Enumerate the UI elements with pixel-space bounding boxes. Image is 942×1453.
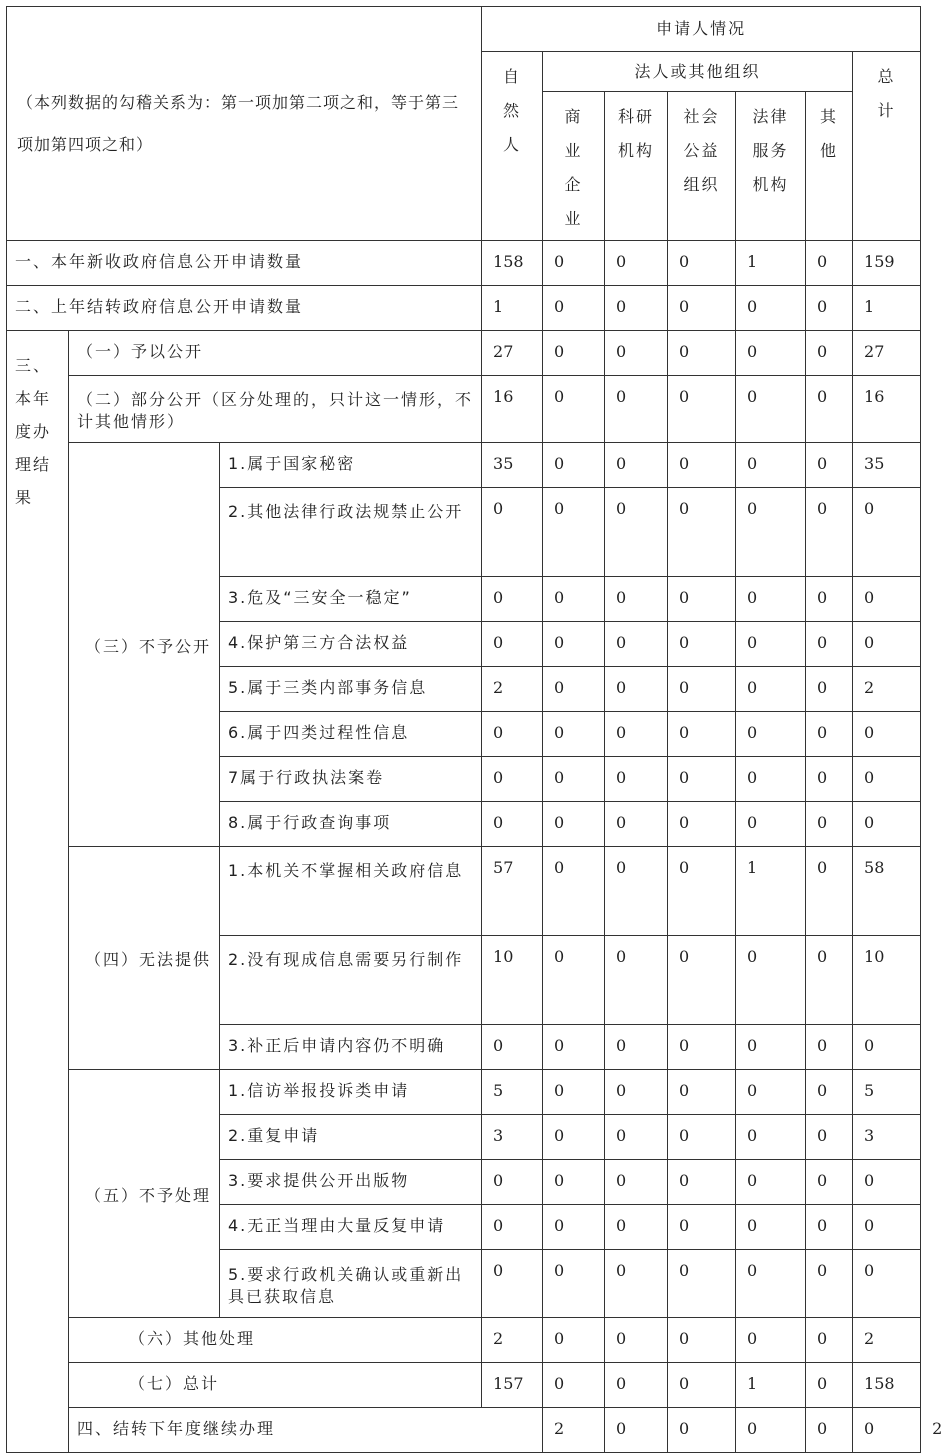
value-cell: 0	[806, 577, 853, 622]
value-cell: 0	[668, 712, 736, 757]
value-cell: 0	[806, 376, 853, 443]
value-cell: 0	[806, 757, 853, 802]
value-cell: 35	[853, 443, 921, 488]
row-label: （二）部分公开（区分处理的，只计这一情形，不计其他情形）	[69, 376, 482, 443]
value-cell: 0	[543, 802, 605, 847]
value-cell: 0	[668, 1115, 736, 1160]
value-cell: 0	[543, 1160, 605, 1205]
value-cell: 27	[482, 331, 543, 376]
value-cell: 0	[543, 1025, 605, 1070]
item-label: 2.其他法律行政法规禁止公开	[220, 488, 482, 577]
value-cell: 0	[736, 443, 806, 488]
value-cell: 0	[605, 712, 668, 757]
value-cell: 0	[853, 622, 921, 667]
value-cell: 0	[806, 1250, 853, 1318]
value-cell: 0	[853, 757, 921, 802]
value-cell: 0	[543, 622, 605, 667]
row-not-disclosed-item	[7, 443, 921, 488]
value-cell: 58	[853, 847, 921, 936]
value-cell: 0	[543, 1250, 605, 1318]
value-cell: 0	[736, 757, 806, 802]
value-cell: 0	[736, 577, 806, 622]
value-cell: 0	[482, 577, 543, 622]
row-label: （六）其他处理	[69, 1318, 482, 1363]
value-cell: 0	[605, 1025, 668, 1070]
value-cell: 0	[736, 622, 806, 667]
item-label: 1.属于国家秘密	[220, 443, 482, 488]
value-cell: 0	[736, 1408, 806, 1453]
row-new-requests	[7, 241, 921, 286]
value-cell: 0	[482, 757, 543, 802]
col-business: 商业企业	[543, 92, 605, 241]
section3-label: 三、本年度办理结果	[7, 331, 69, 1453]
row-label: （七）总计	[69, 1363, 482, 1408]
item-label: 5.属于三类内部事务信息	[220, 667, 482, 712]
value-cell: 1	[736, 847, 806, 936]
value-cell: 0	[668, 376, 736, 443]
value-cell: 158	[853, 1363, 921, 1408]
value-cell: 0	[668, 1025, 736, 1070]
value-cell: 159	[853, 241, 921, 286]
col-total: 总计	[853, 52, 921, 241]
value-cell: 0	[605, 847, 668, 936]
col-research: 科研机构	[605, 92, 668, 241]
value-cell: 0	[736, 667, 806, 712]
item-label: 2.重复申请	[220, 1115, 482, 1160]
value-cell: 0	[482, 1250, 543, 1318]
col-other: 其他	[806, 92, 853, 241]
value-cell: 0	[605, 376, 668, 443]
value-cell: 0	[482, 1025, 543, 1070]
value-cell: 0	[668, 286, 736, 331]
value-cell: 0	[605, 757, 668, 802]
value-cell: 0	[806, 1318, 853, 1363]
value-cell: 0	[806, 1205, 853, 1250]
item-label: 5.要求行政机关确认或重新出具已获取信息	[220, 1250, 482, 1318]
value-cell: 0	[736, 376, 806, 443]
row-label: 一、本年新收政府信息公开申请数量	[7, 241, 482, 286]
value-cell: 2	[853, 667, 921, 712]
value-cell: 0	[605, 1318, 668, 1363]
row-carry-forward: 四、结转下年度继续办理 2 0 0 0 0 0 2	[7, 1408, 921, 1453]
value-cell: 0	[482, 1160, 543, 1205]
value-cell: 16	[482, 376, 543, 443]
value-cell: 0	[482, 1205, 543, 1250]
item-label: 3.补正后申请内容仍不明确	[220, 1025, 482, 1070]
value-cell: 1	[482, 286, 543, 331]
value-cell: 0	[605, 802, 668, 847]
value-cell: 0	[736, 802, 806, 847]
value-cell: 0	[482, 488, 543, 577]
value-cell: 0	[806, 622, 853, 667]
value-cell: 5	[853, 1070, 921, 1115]
value-cell: 0	[853, 1025, 921, 1070]
header-note: （本列数据的勾稽关系为：第一项加第二项之和，等于第三项加第四项之和）	[7, 7, 482, 241]
value-cell: 0	[668, 1363, 736, 1408]
value-cell: 0	[668, 847, 736, 936]
col-public-welfare: 社会公益组织	[668, 92, 736, 241]
value-cell: 0	[668, 802, 736, 847]
value-cell: 0	[668, 241, 736, 286]
row-section-total	[7, 1363, 921, 1408]
col-legal-services: 法律服务机构	[736, 92, 806, 241]
value-cell: 0	[806, 443, 853, 488]
value-cell: 0	[668, 1070, 736, 1115]
value-cell: 35	[482, 443, 543, 488]
value-cell: 0	[543, 712, 605, 757]
value-cell: 0	[736, 1160, 806, 1205]
item-label: 1.本机关不掌握相关政府信息	[220, 847, 482, 936]
value-cell: 0	[736, 1025, 806, 1070]
value-cell: 0	[806, 1363, 853, 1408]
value-cell: 0	[806, 488, 853, 577]
value-cell: 0	[806, 331, 853, 376]
value-cell: 0	[543, 757, 605, 802]
value-cell: 0	[543, 1205, 605, 1250]
value-cell: 0	[736, 1250, 806, 1318]
value-cell: 0	[482, 802, 543, 847]
value-cell: 0	[543, 667, 605, 712]
value-cell: 2	[853, 1318, 921, 1363]
value-cell: 158	[482, 241, 543, 286]
row-label: （一）予以公开	[69, 331, 482, 376]
value-cell: 0	[543, 1318, 605, 1363]
value-cell: 0	[853, 802, 921, 847]
value-cell: 0	[806, 286, 853, 331]
value-cell: 0	[736, 1205, 806, 1250]
value-cell: 0	[736, 286, 806, 331]
value-cell: 0	[806, 1070, 853, 1115]
value-cell: 0	[668, 331, 736, 376]
value-cell: 157	[482, 1363, 543, 1408]
value-cell: 57	[482, 847, 543, 936]
value-cell: 0	[853, 488, 921, 577]
value-cell: 0	[543, 376, 605, 443]
value-cell: 0	[736, 488, 806, 577]
value-cell: 0	[806, 802, 853, 847]
value-cell: 16	[853, 376, 921, 443]
value-cell: 0	[668, 1205, 736, 1250]
value-cell: 0	[806, 241, 853, 286]
value-cell: 0	[543, 577, 605, 622]
item-label: 1.信访举报投诉类申请	[220, 1070, 482, 1115]
value-cell: 3	[853, 1115, 921, 1160]
row-cannot-provide-item	[7, 847, 921, 936]
value-cell: 0	[853, 577, 921, 622]
value-cell: 0	[736, 712, 806, 757]
value-cell: 10	[482, 936, 543, 1025]
item-label: 3.要求提供公开出版物	[220, 1160, 482, 1205]
value-cell: 0	[605, 1160, 668, 1205]
value-cell: 0	[668, 622, 736, 667]
item-label: 2.没有现成信息需要另行制作	[220, 936, 482, 1025]
value-cell: 0	[806, 1115, 853, 1160]
value-cell: 10	[853, 936, 921, 1025]
value-cell: 0	[543, 443, 605, 488]
value-cell: 5	[482, 1070, 543, 1115]
value-cell: 0	[605, 1408, 668, 1453]
group-not-processed: （五）不予处理	[69, 1070, 220, 1318]
row-label: 二、上年结转政府信息公开申请数量	[7, 286, 482, 331]
value-cell: 3	[482, 1115, 543, 1160]
value-cell: 0	[668, 1250, 736, 1318]
applicant-situation-header: 申请人情况	[482, 7, 921, 52]
value-cell: 1	[853, 286, 921, 331]
row-carried-over	[7, 286, 921, 331]
gov-info-disclosure-table	[6, 6, 942, 1453]
value-cell: 0	[482, 622, 543, 667]
value-cell: 0	[668, 488, 736, 577]
value-cell: 0	[736, 1115, 806, 1160]
value-cell: 0	[605, 286, 668, 331]
value-cell: 0	[668, 1408, 736, 1453]
value-cell: 0	[853, 1250, 921, 1318]
value-cell: 2	[482, 667, 543, 712]
value-cell: 0	[605, 1205, 668, 1250]
value-cell: 0	[605, 488, 668, 577]
legal-group-header: 法人或其他组织	[543, 52, 853, 92]
value-cell: 0	[668, 936, 736, 1025]
value-cell: 0	[605, 1363, 668, 1408]
item-label: 3.危及“三安全一稳定”	[220, 577, 482, 622]
value-cell: 0	[605, 667, 668, 712]
group-not-disclosed: （三）不予公开	[69, 443, 220, 847]
value-cell: 2	[482, 1318, 543, 1363]
value-cell: 0	[806, 667, 853, 712]
value-cell: 0	[605, 331, 668, 376]
value-cell: 0	[543, 488, 605, 577]
value-cell: 0	[853, 1408, 921, 1453]
value-cell: 0	[668, 443, 736, 488]
item-label: 4.保护第三方合法权益	[220, 622, 482, 667]
value-cell: 0	[605, 577, 668, 622]
value-cell: 0	[806, 1160, 853, 1205]
group-cannot-provide: （四）无法提供	[69, 847, 220, 1070]
value-cell: 1	[736, 1363, 806, 1408]
value-cell: 0	[853, 712, 921, 757]
value-cell: 0	[543, 331, 605, 376]
value-cell: 27	[853, 331, 921, 376]
value-cell: 0	[543, 1070, 605, 1115]
value-cell: 0	[668, 1160, 736, 1205]
value-cell: 0	[806, 1408, 853, 1453]
value-cell: 0	[668, 577, 736, 622]
value-cell: 0	[605, 1250, 668, 1318]
item-label: 7属于行政执法案卷	[220, 757, 482, 802]
value-cell: 0	[543, 936, 605, 1025]
row-not-processed-item	[7, 1070, 921, 1115]
value-cell: 0	[605, 443, 668, 488]
value-cell: 0	[605, 1115, 668, 1160]
item-label: 8.属于行政查询事项	[220, 802, 482, 847]
value-cell: 0	[736, 936, 806, 1025]
item-label: 4.无正当理由大量反复申请	[220, 1205, 482, 1250]
value-cell: 0	[736, 331, 806, 376]
value-cell: 0	[806, 936, 853, 1025]
value-cell: 2	[543, 1408, 605, 1453]
value-cell: 0	[853, 1160, 921, 1205]
value-cell: 0	[482, 712, 543, 757]
value-cell: 0	[543, 847, 605, 936]
row-other-handling	[7, 1318, 921, 1363]
value-cell: 0	[543, 241, 605, 286]
value-cell: 0	[543, 286, 605, 331]
value-cell: 0	[806, 847, 853, 936]
row-partially-disclosed	[7, 376, 921, 443]
item-label: 6.属于四类过程性信息	[220, 712, 482, 757]
row-label: 四、结转下年度继续办理	[69, 1408, 543, 1453]
col-natural-person: 自然人	[482, 52, 543, 241]
value-cell: 0	[806, 712, 853, 757]
value-cell: 1	[736, 241, 806, 286]
value-cell: 0	[668, 1318, 736, 1363]
value-cell: 0	[668, 757, 736, 802]
value-cell: 0	[543, 1115, 605, 1160]
row-disclosed	[7, 331, 921, 376]
value-cell: 0	[806, 1025, 853, 1070]
value-cell: 0	[668, 667, 736, 712]
value-cell: 0	[605, 622, 668, 667]
value-cell: 0	[736, 1070, 806, 1115]
value-cell: 0	[605, 241, 668, 286]
value-cell: 0	[605, 936, 668, 1025]
value-cell: 0	[853, 1205, 921, 1250]
value-cell: 0	[543, 1363, 605, 1408]
value-cell: 0	[605, 1070, 668, 1115]
value-cell: 0	[736, 1318, 806, 1363]
